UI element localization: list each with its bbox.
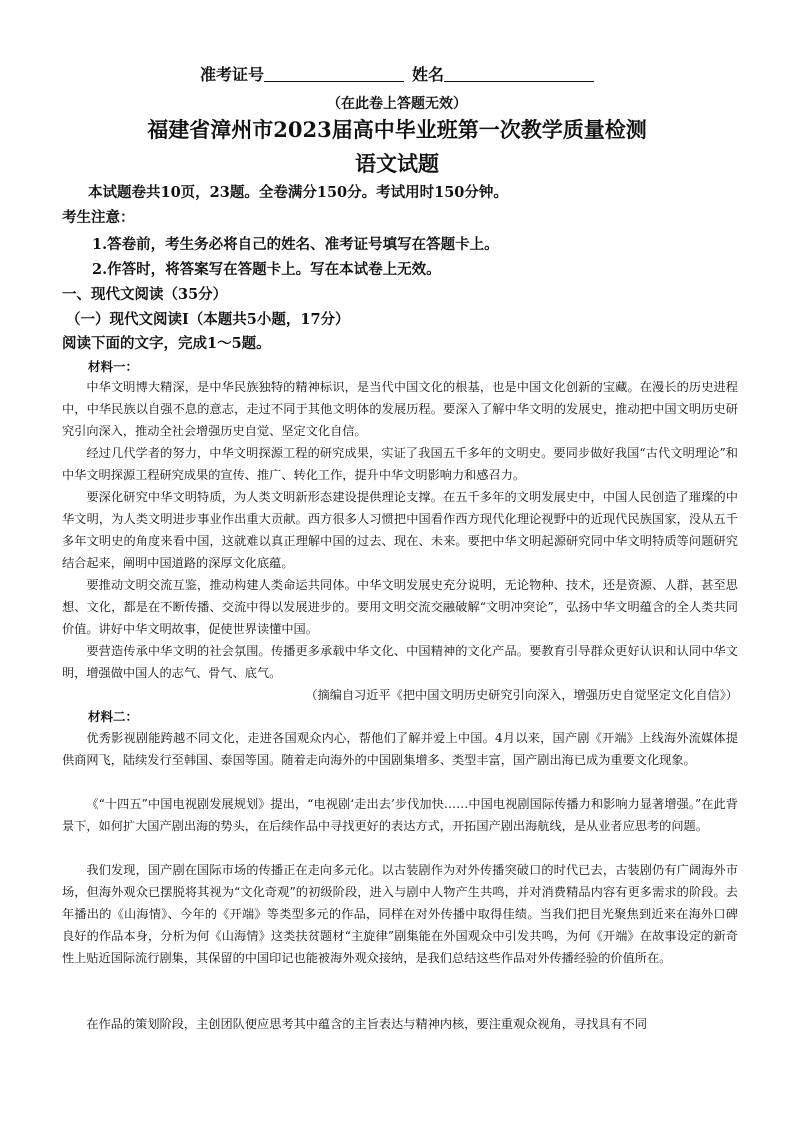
material-1-label: 材料一： — [88, 359, 139, 374]
material-1-paragraph: 要深化研究中华文明特质，为人类文明新形态建设提供理论支撑。在五千多年的文明发展史中，中国人民创造了璀璨的中华文明，为人类文明进步事业作出重大贡献。西方很多人习惯把中国看作西方现代化理论视野中的近现代民族国家，没从五千多年文明史的角度来看中国，这就难以真正理解中国的过去、现在、未来。要把中华文明起源研究同中华文明特质等问题研究结合起来，阐明中国道路的深厚文化底蕴。 — [62, 490, 738, 570]
material-1-source: （摘编自习近平《把中国文明历史研究引向深入，增强历史自觉坚定文化自信》） — [305, 688, 738, 702]
material-1-paragraph: 中华文明博大精深，是中华民族独特的精神标识，是当代中国文化的根基，也是中国文化创新的宝藏。在漫长的历史进程中，中华民族以自强不息的意志，走过不同于其他文明体的发展历程。要深入了解中华文明的发展史，推动把中国文明历史研究引向深入，推动全社会增强历史自觉、坚定文化自信。 — [62, 380, 738, 438]
material-2-paragraph: 《“十四五”中国电视剧发展规划》提出，“电视剧‘走出去’步伐加快……中国电视剧国际传播力和影响力显著增强。”在此背景下，如何扩大国产剧出海的势头，在后续作品中寻找更好的表达方式，开拓国产剧出海航线，是从业者应思考的问题。 — [62, 797, 738, 833]
note-item-2: 2.作答时，将答案写在答题卡上。写在本试卷上无效。 — [92, 261, 441, 278]
notes-heading: 考生注意： — [62, 209, 135, 226]
material-2-label: 材料二： — [88, 709, 139, 724]
exam-header — [0, 64, 794, 86]
material-1-paragraph: 要营造传承中华文明的社会氛围。传播更多承载中华文化、中国精神的文化产品。要教育引导群众更好认识和认同中华文明，增强做中国人的志气、骨气、底气。 — [62, 644, 738, 680]
material-1-paragraph: 经过几代学者的努力，中华文明探源工程的研究成果，实证了我国五千多年的文明史。要同步做好我国“古代文明理论”和中华文明探源工程研究成果的宣传、推广、转化工作，提升中华文明影响力和感召力。 — [62, 446, 738, 482]
exam-info: 本试题卷共10页，23题。全卷满分150分。考试用时150分钟。 — [88, 184, 508, 201]
sub-section-heading: （一）现代文阅读Ⅰ（本题共5小题，17分） — [66, 311, 350, 328]
note-item-1: 1.答卷前，考生务必将自己的姓名、准考证号填写在答题卡上。 — [92, 236, 499, 253]
material-2-paragraph: 优秀影视剧能跨越不同文化，走进各国观众内心，帮他们了解并爱上中国。4月以来，国产剧《开端》上线海外流媒体提供商网飞，陆续发行至韩国、泰国等国。随着走向海外的中国剧集增多、类型丰富，国产剧出海已成为重要文化现象。 — [62, 731, 738, 767]
exam-id-label: 准考证号 — [199, 65, 264, 84]
material-2-paragraph: 我们发现，国产剧在国际市场的传播正在走向多元化。以古装剧作为对外传播突破口的时代已去，古装剧仍有广阔海外市场，但海外观众已摆脱将其视为“文化奇观”的初级阶段，进入与剧中人物产生共鸣，并对消费精品内容有更多需求的阶段。去年播出的《山海情》、今年的《开端》等类型多元的作品，同样在对外传播中取得佳绩。当我们把目光聚焦到近来在海外口碑良好的作品本身，分析为何《山海情》这类扶贫题材“主旋律”剧集能在外国观众中引发共鸣，为何《开端》在故事设定的新奇性上贴近国际流行剧集，其保留的中国印记也能被海外观众接纳，是我们总结这些作品对外传播经验的价值所在。 — [62, 863, 738, 965]
material-1-paragraph: 要推动文明交流互鉴，推动构建人类命运共同体。中华文明发展史充分说明，无论物种、技术，还是资源、人群，甚至思想、文化，都是在不断传播、交流中得以发展进步的。要用文明交流交融破解“文明冲突论”，弘扬中华文明蕴含的全人类共同价值。讲好中华文明故事，促使世界读懂中国。 — [62, 578, 738, 636]
material-2-paragraph: 在作品的策划阶段，主创团队便应思考其中蕴含的主旨表达与精神内核，要注重观众视角，寻找具有不同 — [86, 1017, 648, 1031]
section-heading: 一、现代文阅读（35分） — [62, 286, 228, 303]
exam-id-blank — [264, 65, 404, 82]
exam-subject: 语文试题 — [355, 151, 439, 176]
name-label: 姓名 — [412, 65, 445, 84]
reading-instruction: 阅读下面的文字，完成1～5题。 — [62, 335, 271, 352]
invalid-note: （在此卷上答题无效） — [327, 96, 467, 112]
exam-title: 福建省漳州市2023届高中毕业班第一次教学质量检测 — [147, 117, 647, 142]
name-blank — [444, 65, 594, 82]
